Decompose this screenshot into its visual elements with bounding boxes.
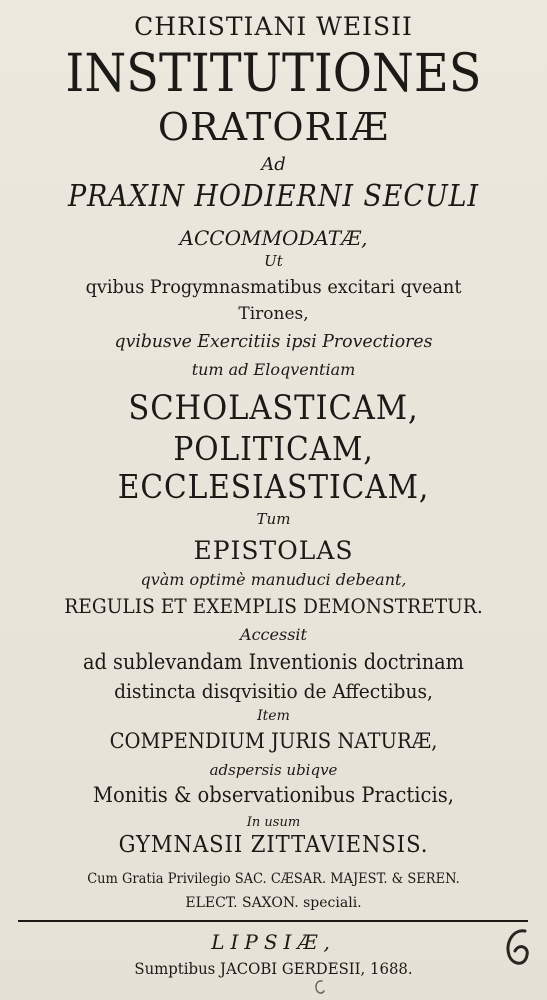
accommodatae-line: ACCOMMODATÆ, bbox=[179, 226, 368, 250]
ink-mark-icon bbox=[497, 925, 537, 975]
imprint-place: LIPSIÆ, bbox=[211, 930, 336, 954]
praxin-line: PRAXIN HODIERNI SECULI bbox=[67, 179, 480, 214]
ad-sublevandam-line: ad sublevandam Inventionis doctrinam bbox=[83, 650, 464, 674]
elect-line: ELECT. SAXON. speciali. bbox=[185, 895, 362, 911]
item-word: Item bbox=[257, 708, 290, 724]
cum-gratia-line: Cum Gratia Privilegio SAC. CÆSAR. MAJEST. & SEREN. bbox=[87, 871, 460, 887]
accessit-word: Accessit bbox=[240, 625, 307, 644]
scholasticam-line: SCHOLASTICAM, bbox=[128, 388, 419, 428]
ecclesiasticam-line: ECCLESIASTICAM, bbox=[117, 467, 430, 506]
gymnasii-line: GYMNASII ZITTAVIENSIS. bbox=[118, 832, 429, 858]
ad-word: Ad bbox=[261, 154, 286, 175]
regulis-line: REGULIS ET EXEMPLIS DEMONSTRETUR. bbox=[64, 594, 483, 618]
epistolas-line: EPISTOLAS bbox=[193, 536, 354, 565]
tirones-line: Tirones, bbox=[238, 304, 309, 324]
imprint-printer: Sumptibus JACOBI GERDESII, 1688. bbox=[134, 959, 413, 978]
qvibus-line: qvibus Progymnasmatibus excitari qveant bbox=[85, 276, 462, 298]
qvam-line: qvàm optimè manuduci debeant, bbox=[140, 570, 407, 589]
compendium-line: COMPENDIUM JURIS NATURÆ, bbox=[109, 729, 438, 753]
ut-word: Ut bbox=[264, 252, 283, 270]
author-name: CHRISTIANI WEISII bbox=[134, 12, 413, 41]
in-usum-line: In usum bbox=[246, 815, 301, 830]
main-title-2: ORATORIÆ bbox=[157, 105, 390, 149]
adspersis-line: adspersis ubiqve bbox=[209, 761, 338, 779]
pencil-mark-icon bbox=[312, 978, 326, 996]
qvibusve-line: qvibusve Exercitiis ipsi Provectiores bbox=[114, 331, 433, 352]
politicam-line: POLITICAM, bbox=[173, 429, 374, 468]
main-title: INSTITUTIONES bbox=[65, 44, 482, 104]
divider-rule bbox=[18, 920, 528, 922]
tum-word: Tum bbox=[256, 510, 291, 528]
monitis-line: Monitis & observationibus Practicis, bbox=[93, 783, 454, 807]
distincta-line: distincta disqvisitio de Affectibus, bbox=[114, 679, 433, 703]
tum-ad-line: tum ad Eloqventiam bbox=[191, 360, 356, 379]
